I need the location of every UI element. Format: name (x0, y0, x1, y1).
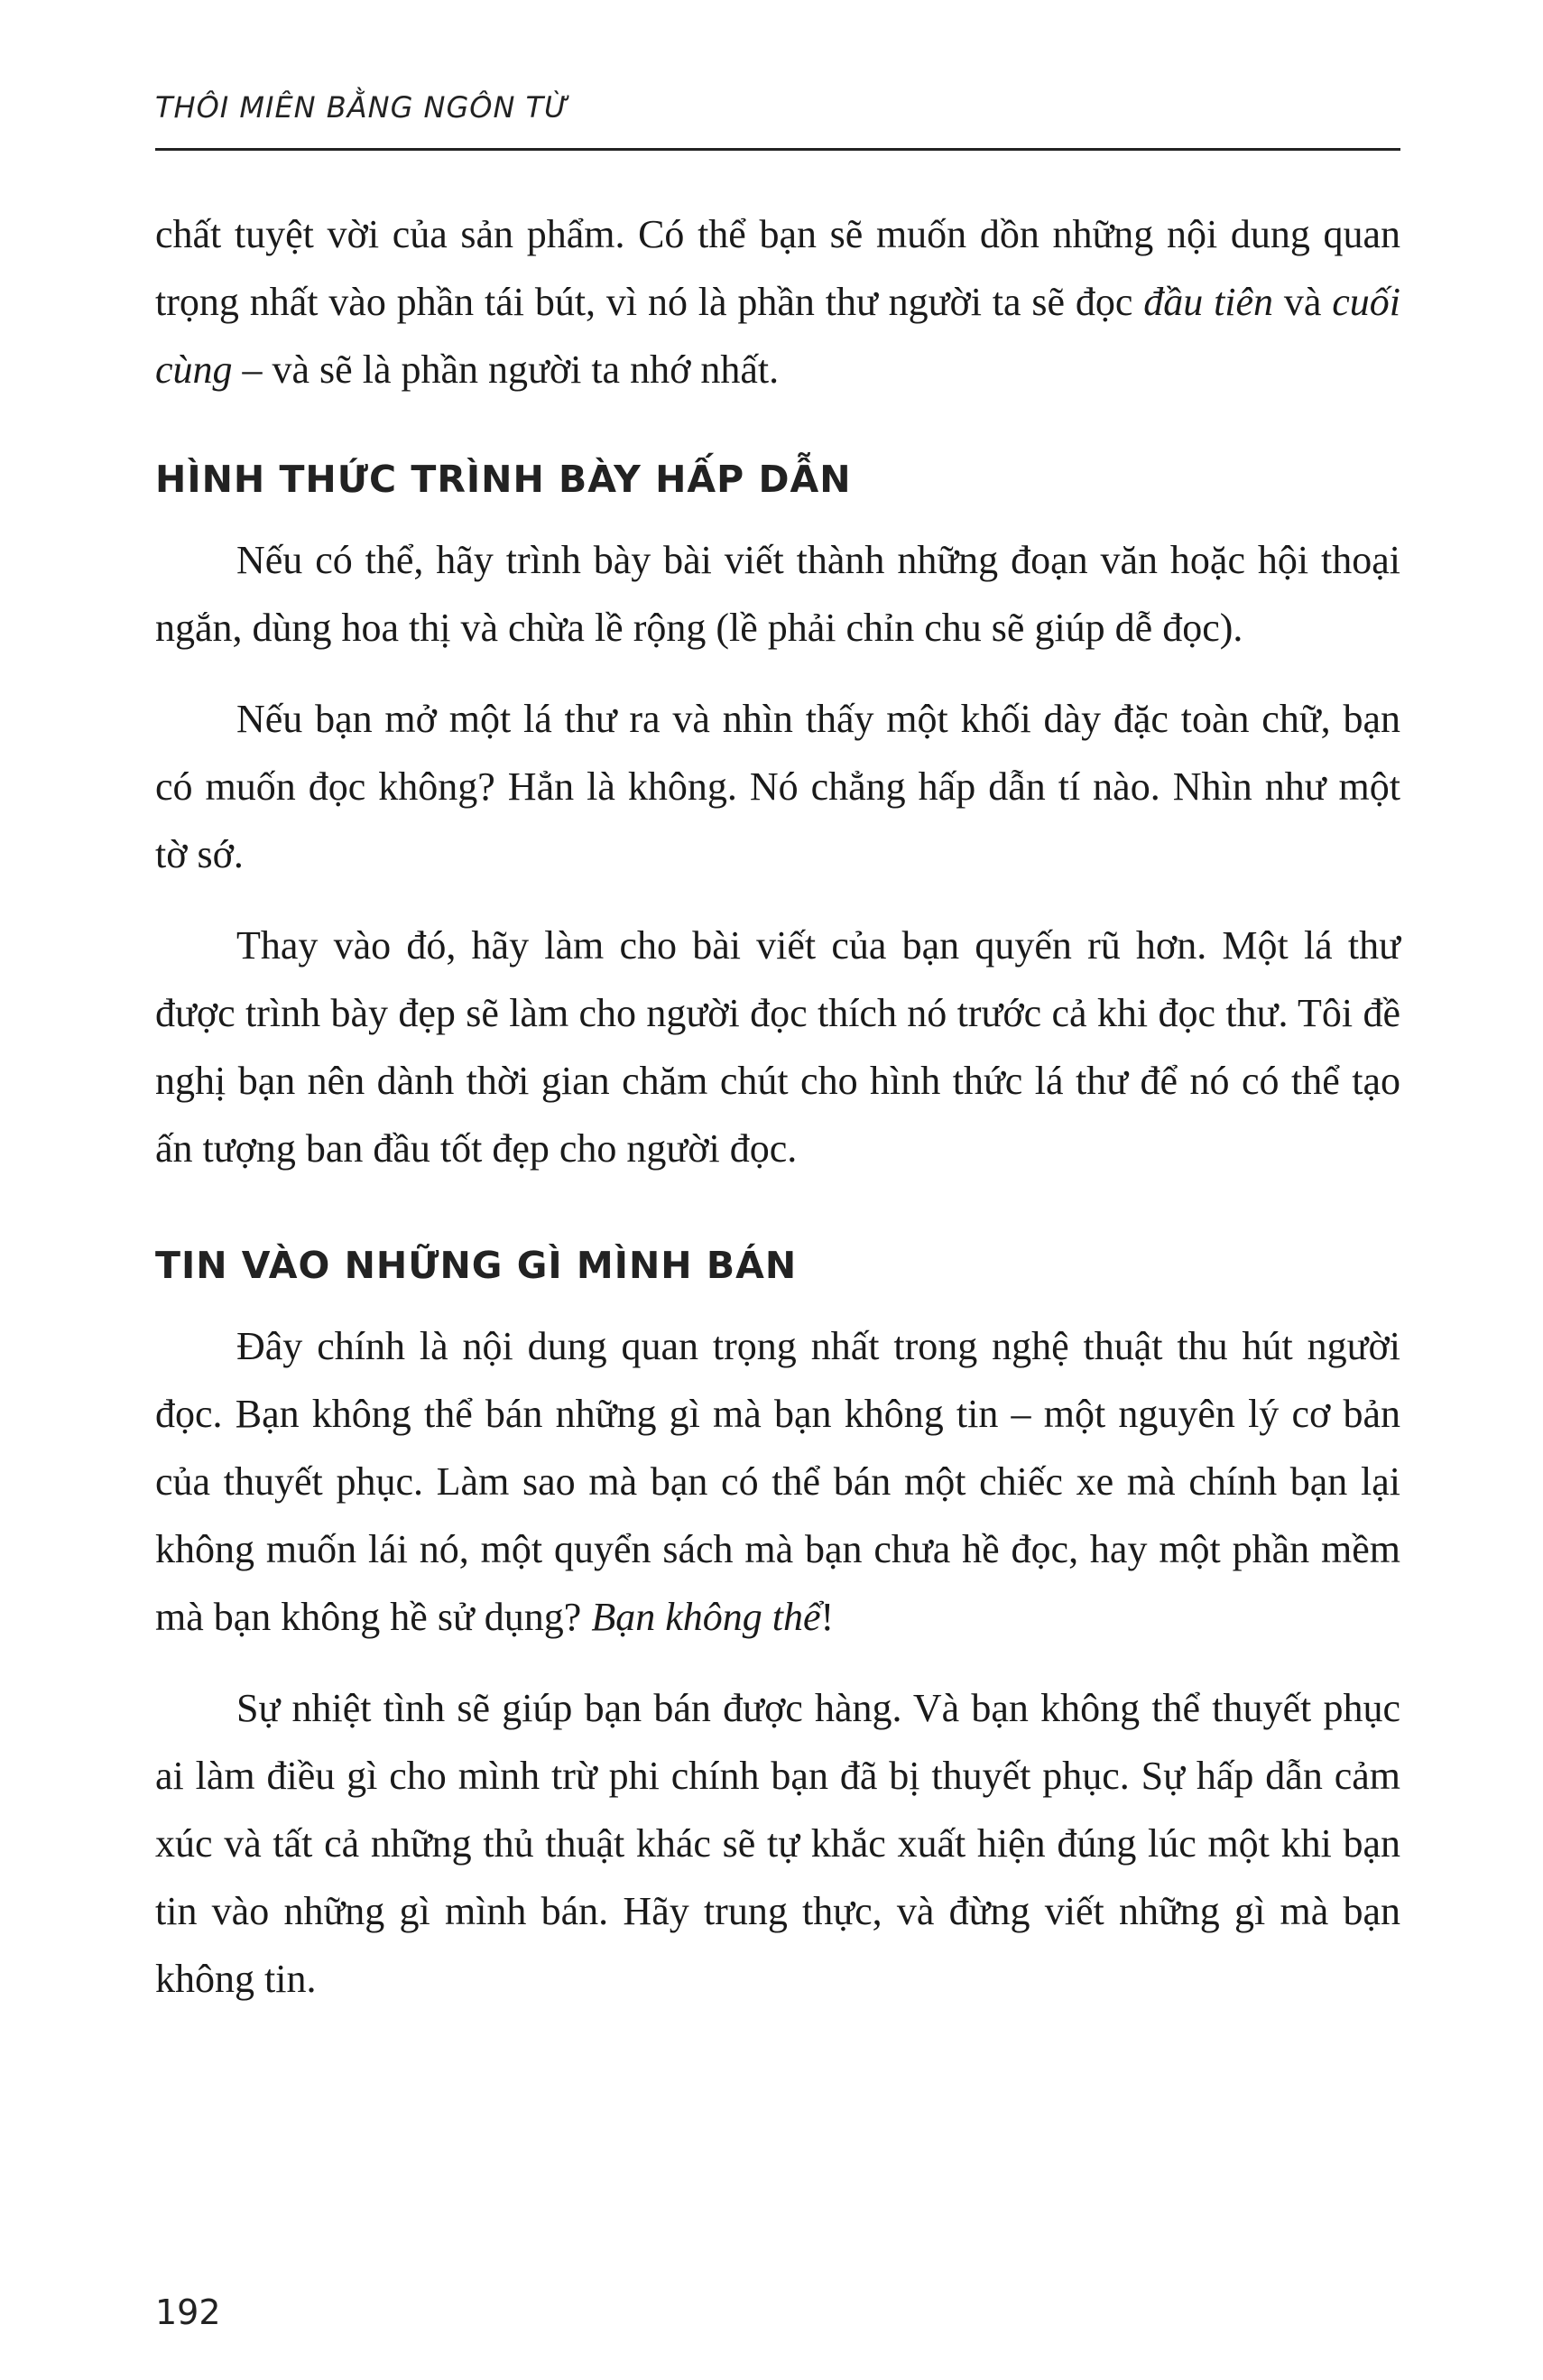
paragraph (155, 1312, 1400, 1651)
page-body (155, 200, 1400, 2013)
paragraph: Sự nhiệt tình sẽ giúp bạn bán được hàng. Và bạn không thể thuyết phục ai làm điều gì cho mình trừ phi chính bạn đã bị thuyết phục. Sự hấp dẫn cảm xúc và tất cả những thủ thuật khác sẽ tự khắc xuất hiện đúng lúc một khi bạn tin vào những gì mình bán. Hãy trung thực, và đừng viết những gì mà bạn không tin. (155, 1686, 1400, 2001)
paragraph-text: Đây chính là nội dung quan trọng nhất trong nghệ thuật thu hút người đọc. Bạn không thể bán những gì mà bạn không tin – một nguyên lý cơ bản của thuyết phục. Làm sao mà bạn có thể bán một chiếc xe mà chính bạn lại không muốn lái nó, một quyển sách mà bạn chưa hề đọc, hay một phần mềm mà bạn không hề sử dụng? (155, 1324, 1400, 1639)
paragraph-continued (155, 200, 1400, 403)
emphasis-text: cuối cùng (155, 280, 1401, 392)
paragraph: Thay vào đó, hãy làm cho bài viết của bạn quyến rũ hơn. Một lá thư được trình bày đẹp sẽ làm cho người đọc thích nó trước cả khi đọc thư. Tôi đề nghị bạn nên dành thời gian chăm chút cho hình thức lá thư để nó có thể tạo ấn tượng ban đầu tốt đẹp cho người đọc. (155, 923, 1400, 1171)
emphasis-text: Bạn không thể (591, 1595, 821, 1639)
paragraph-text: và (1273, 280, 1333, 324)
paragraph-text: chất tuyệt vời của sản phẩm. Có thể bạn sẽ muốn dồn những nội dung quan trọng nhất vào phần tái bút, vì nó là phần thư người ta sẽ đọc (155, 212, 1400, 324)
paragraph: Nếu có thể, hãy trình bày bài viết thành những đoạn văn hoặc hội thoại ngắn, dùng hoa thị và chừa lề rộng (lề phải chỉn chu sẽ giúp dễ đọc). (155, 538, 1400, 650)
running-header: THÔI MIÊN BẰNG NGÔN TỪ (155, 90, 569, 125)
header-divider (155, 148, 1400, 151)
page-number: 192 (155, 2292, 221, 2332)
paragraph-text: ! (820, 1595, 835, 1639)
section-heading-presentation: HÌNH THỨC TRÌNH BÀY HẤP DẪN (155, 458, 852, 501)
section-heading-belief: TIN VÀO NHỮNG GÌ MÌNH BÁN (155, 1244, 798, 1287)
paragraph: Nếu bạn mở một lá thư ra và nhìn thấy một khối dày đặc toàn chữ, bạn có muốn đọc không? Hẳn là không. Nó chẳng hấp dẫn tí nào. Nhìn như một tờ sớ. (155, 697, 1400, 876)
paragraph-text: – và sẽ là phần người ta nhớ nhất. (232, 347, 780, 392)
emphasis-text: đầu tiên (1143, 280, 1274, 324)
